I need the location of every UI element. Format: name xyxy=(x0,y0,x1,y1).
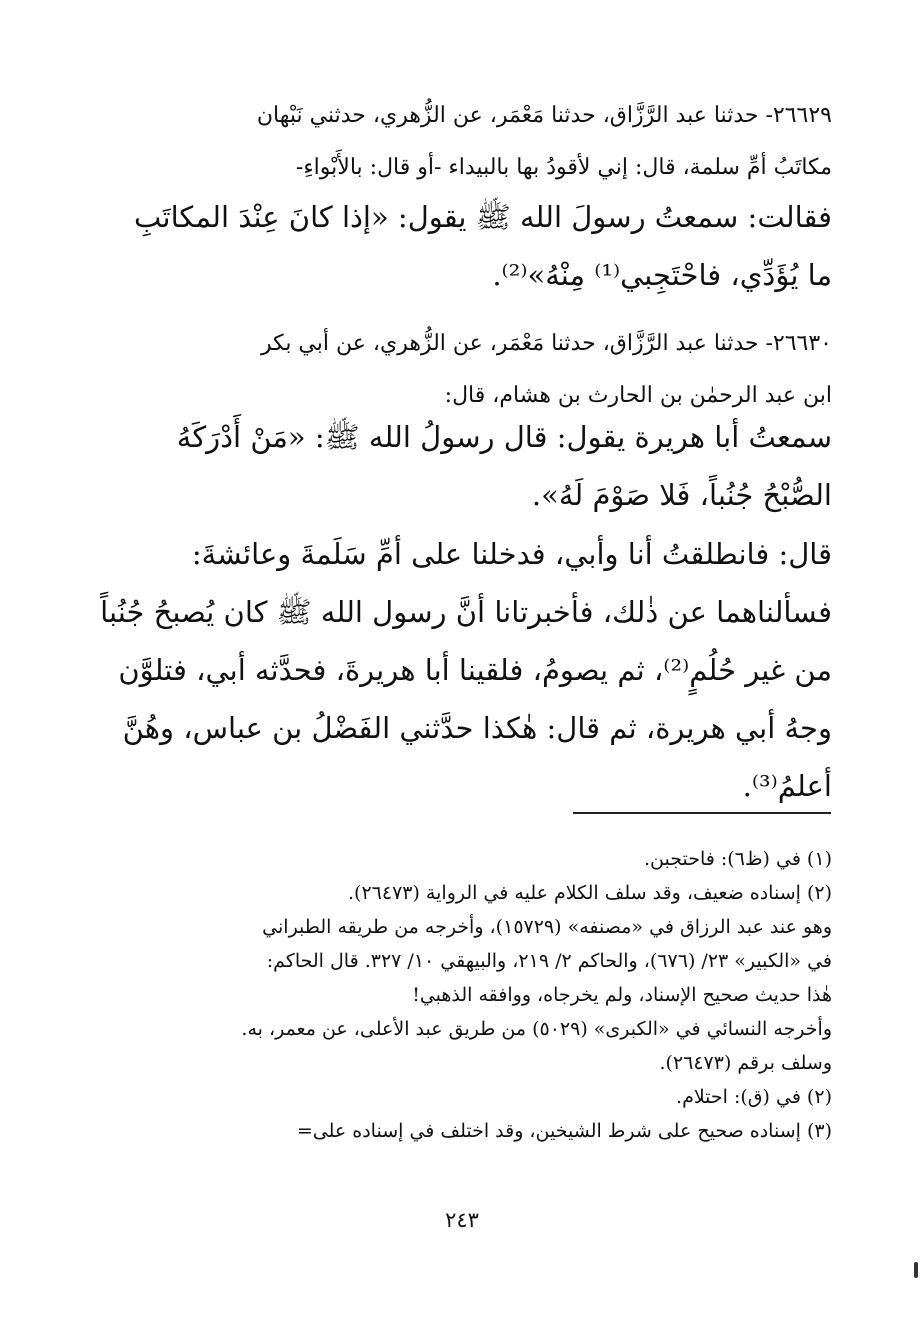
matn-line: الصُّبْحُ جُنُباً، فَلا صَوْمَ لَهُ». xyxy=(531,478,832,512)
hadith-26630-continuation xyxy=(92,525,832,815)
footnote-line: وهو عند عبد الرزاق في «مصنفه» (١٥٧٢٩)، وأخرجه من طريقه الطبراني xyxy=(262,916,832,938)
footnote-line: وأخرجه النسائي في «الكبرى» (٥٠٢٩) من طريق عبد الأعلى، عن معمر، به. xyxy=(241,1018,832,1040)
matn-line: أعلمُ⁽³⁾. xyxy=(742,769,832,803)
footnote-line: في «الكبير» ٢٣/ (٦٧٦)، والحاكم ٢/ ٢١٩، والبيهقي ١٠/ ٣٢٧. قال الحاكم: xyxy=(266,950,832,972)
matn-line: قال: فانطلقتُ أنا وأبي، فدخلنا على أمِّ سَلَمةَ وعائشةَ: xyxy=(191,537,832,571)
footnote-line: وسلف برقم (٢٦٤٧٣). xyxy=(659,1052,832,1074)
isnad-line: ابن عبد الرحمٰن بن الحارث بن هشام، قال: xyxy=(444,383,832,408)
matn-line: وجهُ أبي هريرة، ثم قال: هٰكذا حدَّثني الفَضْلُ بن عباس، وهُنَّ xyxy=(122,711,832,745)
matn-line: سمعتُ أبا هريرة يقول: قال رسولُ الله ﷺ: «مَنْ أَدْرَكَهُ xyxy=(176,420,832,454)
hadith-26629-isnad xyxy=(92,90,832,194)
footnote-line: (١) في (ظ٦): فاحتجبن. xyxy=(644,848,832,870)
hadith-26629-matn xyxy=(92,188,832,304)
footnote-line: (٣) إسناده صحيح على شرط الشيخين، وقد اختلف في إسناده على= xyxy=(296,1120,832,1142)
scan-edge-mark xyxy=(914,1262,918,1278)
matn-line: من غير حُلُمٍ⁽²⁾، ثم يصومُ، فلقينا أبا هريرةَ، فحدَّثه أبي، فتلوَّن xyxy=(118,653,832,687)
hadith-26630-isnad xyxy=(92,318,832,422)
footnote-line: (٢) إسناده ضعيف، وقد سلف الكلام عليه في الرواية (٢٦٤٧٣). xyxy=(348,882,832,904)
footnote-separator xyxy=(573,812,831,814)
isnad-line: ٢٦٦٣٠- حدثنا عبد الرَّزَّاق، حدثنا مَعْمَر، عن الزُّهري، عن أبي بكر xyxy=(261,331,832,356)
matn-line: فسألناهما عن ذٰلك، فأخبرتانا أنَّ رسول الله ﷺ كان يُصبحُ جُنُباً xyxy=(100,595,832,629)
isnad-line: مكاتَبُ أمِّ سلمة، قال: إني لأقودُ بها بالبيداء -أو قال: بالأَبْواءِ- xyxy=(295,155,832,180)
isnad-line: ٢٦٦٢٩- حدثنا عبد الرَّزَّاق، حدثنا مَعْمَر، عن الزُّهري، حدثني نَبْهان xyxy=(256,103,832,128)
footnote-line: (٢) في (ق): احتلام. xyxy=(676,1086,832,1108)
matn-line: ما يُؤَدِّي، فاحْتَجِبي⁽¹⁾ مِنْهُ»⁽²⁾. xyxy=(492,258,832,292)
page-number: ٢٤٣ xyxy=(445,1208,479,1232)
matn-line: فقالت: سمعتُ رسولَ الله ﷺ يقول: «إذا كانَ عِنْدَ المكاتَبِ xyxy=(134,200,832,234)
footnotes xyxy=(92,842,832,1148)
hadith-26630-matn xyxy=(92,408,832,524)
footnote-line: هٰذا حديث صحيح الإسناد، ولم يخرجاه، ووافقه الذهبي! xyxy=(412,984,832,1006)
